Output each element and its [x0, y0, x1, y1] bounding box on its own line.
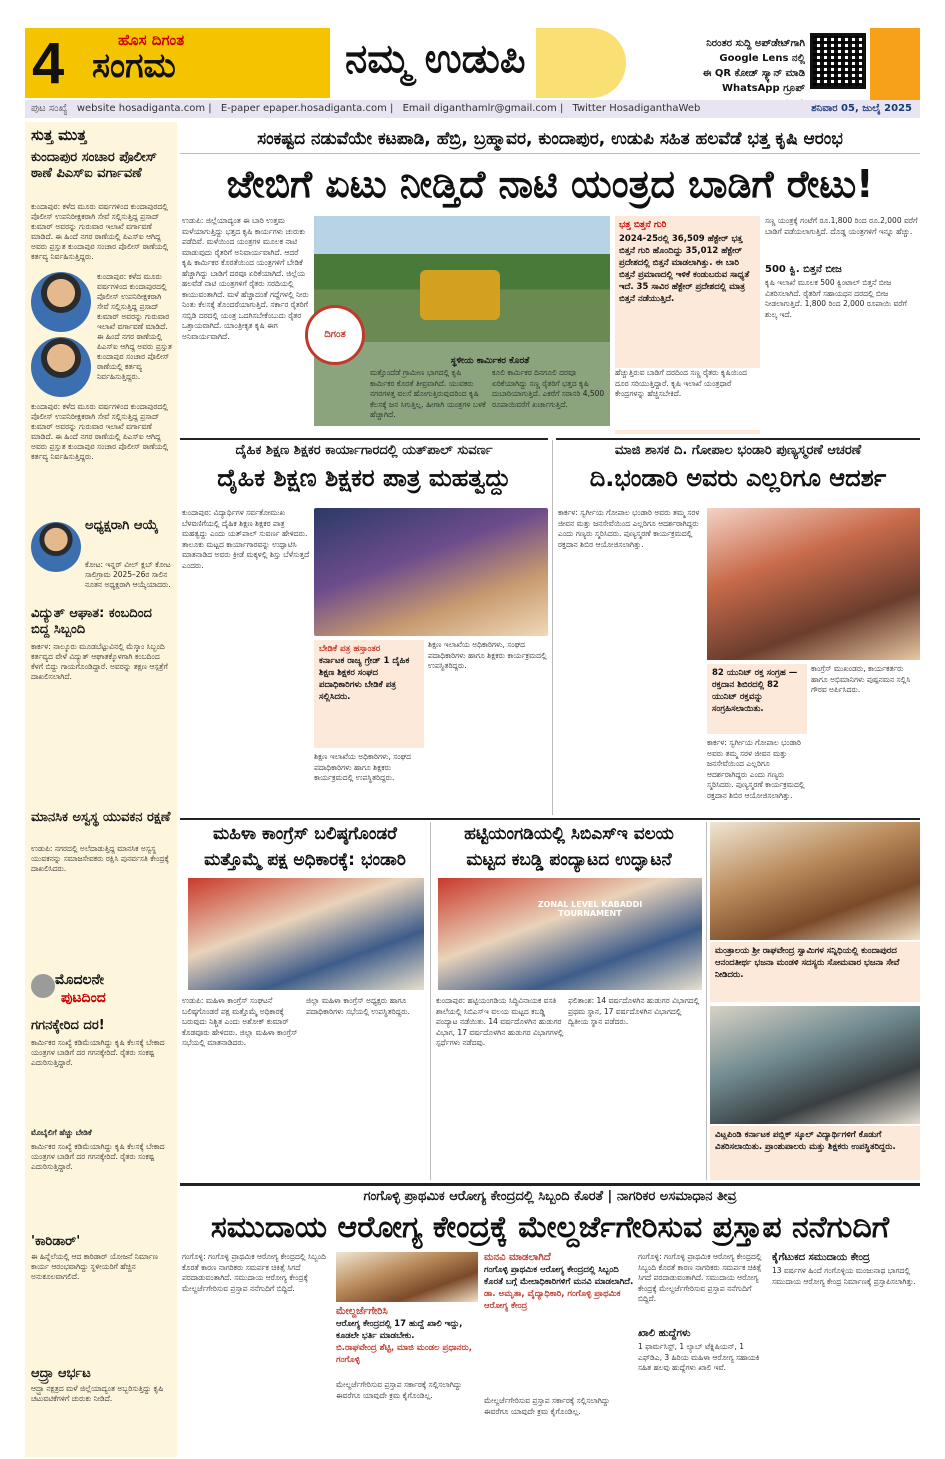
- upgrade-card: [336, 1306, 478, 1376]
- school-photo: [710, 1006, 920, 1124]
- story-a-headline[interactable]: ದೈಹಿಕ ಶಿಕ್ಷಣ ಶಿಕ್ಷಕರ ಪಾತ್ರ ಮಹತ್ವದ್ದು: [217, 464, 511, 492]
- lead-body-col2: ಮತ್ತೊಂದೆಡೆ ಗ್ರಾಮೀಣ ಭಾಗದಲ್ಲಿ ಕೃಷಿ ಕಾರ್ಮಿಕರ ಕೊರತೆ ತೀವ್ರವಾಗಿದೆ. ಯುವಕರು ನಗರಗಳತ್ತ ವಲಸೆ ಹೋಗುತ್ತಿರುವುದರಿಂದ ಕೃಷಿ ಕೆಲಸಕ್ಕೆ ಜನ ಸಿಗುತ್ತಿಲ್ಲ. ಹೀಗಾಗಿ ಯಂತ್ರಗಳ ಬಳಕೆ ಹೆಚ್ಚಾಗಿದೆ.: [370, 368, 486, 419]
- story-b-headline[interactable]: ದಿ.ಭಂಡಾರಿ ಅವರು ಎಲ್ಲರಿಗೂ ಆದರ್ಶ: [589, 464, 887, 492]
- demand-letter-body: ಕರ್ನಾಟಕ ರಾಜ್ಯ ಗ್ರೇಡ್ 1 ದೈಹಿಕ ಶಿಕ್ಷಣ ಶಿಕ್ಷಕರ ಸಂಘದ ಪದಾಧಿಕಾರಿಗಳು ಬೇಡಿಕೆ ಪತ್ರ ಸಲ್ಲಿಸಿದರು.: [319, 656, 410, 702]
- story4-headline[interactable]: ಮಾನಸಿಕ ಅಸ್ವಸ್ಥ ಯುವಕನ ರಕ್ಷಣೆ: [31, 810, 171, 825]
- story7-headline[interactable]: ಆದ್ರ್ರಾ ಆರ್ಭಟ: [31, 1366, 91, 1381]
- story-d-headline2[interactable]: ಮಟ್ಟದ ಕಬಡ್ಡಿ ಪಂದ್ಯಾಟದ ಉದ್ಘಾಟನೆ: [466, 850, 672, 870]
- officer-photo-1: [31, 272, 91, 332]
- pencil-icon: [31, 974, 55, 998]
- lead-subhead: ಸ್ಥಳೀಯ ಕಾರ್ಮಿಕರ ಕೊರತೆ: [450, 356, 530, 366]
- epaper-link[interactable]: E-paper epaper.hosadiganta.com: [220, 103, 387, 114]
- bhajan-photo: [710, 822, 920, 940]
- blood-donation-box: 82 ಯುನಿಟ್ ರಕ್ತ ಸಂಗ್ರಹ — ರಕ್ತದಾನ ಶಿಬಿರದಲ್ಲಿ 82 ಯುನಿಟ್ ರಕ್ತವನ್ನು ಸಂಗ್ರಹಿಸಲಾಯಿತು.: [707, 664, 807, 734]
- lead-body-col6: ಕೃಷಿ ಇಲಾಖೆ ಮೂಲಕ 500 ಕ್ವಿಂಟಾಲ್ ಬಿತ್ತನೆ ಬೀಜ ವಿತರಿಸಲಾಗಿದೆ. ರೈತರಿಗೆ ಸಹಾಯಧನ ದರದಲ್ಲಿ ಬೀಜ ನೀಡಲಾಗುತ್ತಿದೆ. 1,800 ರಿಂದ 2,000 ರೂಪಾಯಿ ವರೆಗೆ ಶುಲ್ಕ ಇದೆ.: [765, 278, 907, 319]
- story7-body: ಆದ್ರ್ರಾ ನಕ್ಷತ್ರದ ಮಳೆ ಜಿಲ್ಲೆಯಾದ್ಯಂತ ಅಬ್ಬರಿಸುತ್ತಿದ್ದು ಕೃಷಿ ಚಟುವಟಿಕೆಗಳಿಗೆ ಚುರುಕು ನೀಡಿದೆ.: [31, 1384, 164, 1403]
- lead-headline[interactable]: ಜೇಬಿಗೆ ಏಟು ನೀಡ್ತಿದೆ ನಾಟಿ ಯಂತ್ರದ ಬಾಡಿಗೆ ರೇಟು!: [226, 162, 874, 206]
- masthead: [0, 0, 945, 114]
- seed-subhead: 500 ಕ್ವಿ. ಬಿತ್ತನೆ ಬೀಜ: [765, 264, 842, 275]
- upgrade-card-name: ಬಿ.ರಾಘವೇಂದ್ರ ಶೆಟ್ಟಿ, ಮಾಜಿ ಮಂಡಲ ಪ್ರಧಾನರು, ಗಂಗೊಳ್ಳಿ: [336, 1343, 472, 1365]
- lead-kicker: ಸಂಕಷ್ಟದ ನಡುವೆಯೇ ಕಟಪಾಡಿ, ಹೆಬ್ರಿ, ಬ್ರಹ್ಮಾವರ, ಕುಂದಾಪುರ, ಉಡುಪಿ ಸಹಿತ ಹಲವೆಡೆ ಭತ್ತ ಕೃಷಿ ಆರಂಭ: [180, 124, 920, 154]
- demand-letter-box: [314, 640, 424, 748]
- story-d-body: ಕುಂದಾಪುರ: ಹಟ್ಟಿಯಂಗಡಿಯ ಸಿದ್ಧಿವಿನಾಯಕ ವಸತಿ ಶಾಲೆಯಲ್ಲಿ ಸಿಬಿಎಸ್‌ಇ ವಲಯ ಮಟ್ಟದ ಕಬಡ್ಡಿ ಪಂದ್ಯಾಟ ನಡೆಯಿತು. 14 ವರ್ಷದೊಳಗಿನ ಹುಡುಗರ ವಿಭಾಗ, 17 ವರ್ಷದೊಳಗಿನ ಹುಡುಗರ ವಿಭಾಗಗಳಲ್ಲಿ ಸ್ಪರ್ಧೆಗಳು ನಡೆದವು.: [436, 996, 564, 1047]
- story-c-headline2[interactable]: ಮತ್ತೊಮ್ಮೆ ಪಕ್ಷ ಅಧಿಕಾರಕ್ಕೆ: ಭಂಡಾರಿ: [204, 850, 406, 870]
- petition-card-body: ಗಂಗೊಳ್ಳಿ ಪ್ರಾಥಮಿಕ ಆರೋಗ್ಯ ಕೇಂದ್ರದಲ್ಲಿ ಸಿಬ್ಬಂದಿ ಕೊರತೆ ಬಗ್ಗೆ ಮೇಲಾಧಿಕಾರಿಗಳಿಗೆ ಮನವಿ ಮಾಡಲಾಗಿದೆ.: [484, 1265, 634, 1287]
- story6-body: ಈ ಹಿನ್ನೆಲೆಯಲ್ಲಿ ಆದ ಕಾರಿಡಾರ್ ಯೋಜನೆ ನಿರ್ಮಾಣ ಕಾರ್ಯ ಆರಂಭವಾಗಿದ್ದು ಸ್ಥಳೀಯರಿಗೆ ಹೆಚ್ಚಿನ ಅನುಕೂಲವಾಗಲಿದೆ.: [31, 1252, 158, 1281]
- health-centre-photo: [336, 1252, 478, 1302]
- petition-card-heading: ಮನವಿ ಮಾಡಲಾಗಿದೆ: [484, 1252, 551, 1263]
- masthead-orange-block: [870, 28, 920, 100]
- page-number: 4: [32, 31, 65, 96]
- vacancies-subhead: ಖಾಲಿ ಹುದ್ದೆಗಳು: [638, 1328, 691, 1339]
- page-label: ಪುಟ ಸಂಖ್ಯೆ: [31, 103, 68, 114]
- story-d-headline1[interactable]: ಹಟ್ಟಿಯಂಗಡಿಯಲ್ಲಿ ಸಿಬಿಎಸ್‌ಇ ವಲಯ: [464, 824, 674, 844]
- paddy-target-body: 2024-25ರಲ್ಲಿ 36,509 ಹೆಕ್ಟೇರ್ ಭತ್ತ ಬಿತ್ತನೆ ಗುರಿ ಹೊಂದಿದ್ದು 35,012 ಹೆಕ್ಟೇರ್ ಪ್ರದೇಶದಲ್ಲಿ ಬಿತ್ತನೆ ಮಾಡಲಾಗಿತ್ತು. ಈ ಬಾರಿ ಬಿತ್ತನೆ ಪ್ರಮಾಣದಲ್ಲಿ ಇಳಿಕೆ ಕಂಡುಬರುವ ಸಾಧ್ಯತೆ ಇದೆ. 35 ಸಾವಿರ ಹೆಕ್ಟೇರ್ ಪ್ರದೇಶದಲ್ಲಿ ಮಾತ್ರ ಬಿತ್ತನೆ ನಡೆಯುತ್ತಿದೆ.: [619, 234, 750, 304]
- seal-text: ದಿಗಂತ: [324, 329, 346, 340]
- tractor-shape: [420, 270, 500, 320]
- president-photo: [31, 522, 81, 572]
- story-a-body3: ಶಿಕ್ಷಣ ಇಲಾಖೆಯ ಅಧಿಕಾರಿಗಳು, ಸಂಘದ ಪದಾಧಿಕಾರಿಗಳು ಹಾಗೂ ಶಿಕ್ಷಕರು ಕಾರ್ಯಕ್ರಮದಲ್ಲಿ ಉಪಸ್ಥಿತರಿದ್ದರು.: [314, 752, 412, 782]
- story-a-strip: ದೈಹಿಕ ಶಿಕ್ಷಣ ಶಿಕ್ಷಕರ ಕಾರ್ಯಾಗಾರದಲ್ಲಿ ಯತ್‌ಪಾಲ್ ಸುವರ್ಣ: [180, 438, 548, 460]
- story4-body: ಉಡುಪಿ: ನಗರದಲ್ಲಿ ಅಲೆದಾಡುತ್ತಿದ್ದ ಮಾನಸಿಕ ಅಸ್ವಸ್ಥ ಯುವಕನನ್ನು ಸಮಾಜಸೇವಕರು ರಕ್ಷಿಸಿ ಪುನರ್ವಸತಿ ಕೇಂದ್ರಕ್ಕೆ ದಾಖಲಿಸಿದರು.: [31, 844, 169, 873]
- story1-body-cont: ಕುಂದಾಪುರ: ಕಳೆದ ಮೂರು ವರ್ಷಗಳಿಂದ ಕುಂದಾಪುರದಲ್ಲಿ ಪೊಲೀಸ್ ಉಪನಿರೀಕ್ಷಕರಾಗಿ ಸೇವೆ ಸಲ್ಲಿಸುತ್ತಿದ್ದ ಪ್ರಸಾದ್ ಕುಮಾರ್ ಅವರನ್ನು ಗುರುವಾರ ಇಲಾಖೆ ವರ್ಗಾವಣೆ ಮಾಡಿದೆ. ಈ ಹಿಂದೆ ನಗರ ಠಾಣೆಯಲ್ಲಿ ಪಿಎಸ್‌ಐ ಆಗಿದ್ದ ಅವರು ಪ್ರಸ್ತುತ ಕುಂದಾಪುರ ಸಂಚಾರ ಪೊಲೀಸ್ ಠಾಣೆಯಲ್ಲಿ ಕರ್ತವ್ಯ ನಿರ್ವಹಿಸುತ್ತಿದ್ದರು.: [97, 272, 172, 381]
- story6-headline[interactable]: 'ಕಾರಿಡಾರ್': [31, 1234, 81, 1249]
- story-b-photo: [707, 508, 920, 660]
- story-f-body3a: ಗಂಗೊಳ್ಳಿ: ಗಂಗೊಳ್ಳಿ ಪ್ರಾಥಮಿಕ ಆರೋಗ್ಯ ಕೇಂದ್ರದಲ್ಲಿ ಸಿಬ್ಬಂದಿ ಕೊರತೆ ಕಾರಣ ನಾಗರಿಕರು ಸಮರ್ಪಕ ಚಿಕಿತ್ಸೆ ಸಿಗದೆ ಪರದಾಡುವಂತಾಗಿದೆ. ಸಮುದಾಯ ಆರೋಗ್ಯ ಕೇಂದ್ರಕ್ಕೆ ಮೇಲ್ದರ್ಜೆಗೇರಿಸುವ ಪ್ರಸ್ತಾಪ ನನೆಗುದಿಗೆ ಬಿದ್ದಿದೆ.: [638, 1252, 762, 1303]
- story-f-body1: ಗಂಗೊಳ್ಳಿ: ಗಂಗೊಳ್ಳಿ ಪ್ರಾಥಮಿಕ ಆರೋಗ್ಯ ಕೇಂದ್ರದಲ್ಲಿ ಸಿಬ್ಬಂದಿ ಕೊರತೆ ಕಾರಣ ನಾಗರಿಕರು ಸಮರ್ಪಕ ಚಿಕಿತ್ಸೆ ಸಿಗದೆ ಪರದಾಡುವಂತಾಗಿದೆ. ಸಮುದಾಯ ಆರೋಗ್ಯ ಕೇಂದ್ರಕ್ಕೆ ಮೇಲ್ದರ್ಜೆಗೇರಿಸುವ ಪ್ರಸ್ತಾಪ ನನೆಗುದಿಗೆ ಬಿದ್ದಿದೆ.: [182, 1252, 326, 1293]
- school-caption: ವಿಟ್ಲಪಿಂಡಿ ಕರ್ನಾಟಕ ಪಬ್ಲಿಕ್ ಸ್ಕೂಲ್ ವಿದ್ಯಾರ್ಥಿಗಳಿಗೆ ಕೊಡುಗೆ ವಿತರಿಸಲಾಯಿತು. ಪ್ರಾಂಶುಪಾಲರು ಮತ್ತು ಶಿಕ್ಷಕರು ಉಪಸ್ಥಿತರಿದ್ದರು.: [710, 1126, 920, 1180]
- story5-subhead: ಮೊಬೈಲಿಗೆ ಹೆಚ್ಚು ಬೇಡಿಕೆ: [31, 1128, 92, 1137]
- story1-headline[interactable]: ಕುಂದಾಪುರ ಸಂಚಾರ ಪೊಲೀಸ್ ಠಾಣೆ ಪಿಎಸ್‌ಐ ವರ್ಗಾವಣೆ: [31, 150, 157, 181]
- info-bar: ಪುಟ ಸಂಖ್ಯೆ website hosadiganta.com | E-paper epaper.hosadiganta.com | Email diganthamlr@gmail.com | Twitter HosadiganthaWeb ಶನಿವಾರ 05, ಜುಲೈ 2025: [25, 100, 920, 118]
- story-d-photo: [438, 878, 702, 990]
- diganta-special-seal: [305, 305, 365, 365]
- story-f-body2b: ಮೇಲ್ದರ್ಜೆಗೇರಿಸುವ ಪ್ರಸ್ತಾಪ ಸರ್ಕಾರಕ್ಕೆ ಸಲ್ಲಿಸಲಾಗಿದ್ದು ಈವರೆಗೂ ಯಾವುದೇ ಕ್ರಮ ಕೈಗೊಂಡಿಲ್ಲ.: [484, 1396, 610, 1416]
- petition-card-name: ಡಾ. ಅಮೃತಾ, ವೈದ್ಯಾಧಿಕಾರಿ, ಗಂಗೊಳ್ಳಿ ಪ್ರಾಥಮಿಕ ಆರೋಗ್ಯ ಕೇಂದ್ರ: [484, 1289, 621, 1311]
- email-link[interactable]: Email diganthamlr@gmail.com: [402, 103, 557, 114]
- officer-photo-2: [31, 337, 91, 397]
- qr-line-4: WhatsApp ಗ್ರೂಪ್: [721, 83, 805, 94]
- story1-body: ಕುಂದಾಪುರ: ಕಳೆದ ಮೂರು ವರ್ಷಗಳಿಂದ ಕುಂದಾಪುರದಲ್ಲಿ ಪೊಲೀಸ್ ಉಪನಿರೀಕ್ಷಕರಾಗಿ ಸೇವೆ ಸಲ್ಲಿಸುತ್ತಿದ್ದ ಪ್ರಸಾದ್ ಕುಮಾರ್ ಅವರನ್ನು ಗುರುವಾರ ಇಲಾಖೆ ವರ್ಗಾವಣೆ ಮಾಡಿದೆ. ಈ ಹಿಂದೆ ನಗರ ಠಾಣೆಯಲ್ಲಿ ಪಿಎಸ್‌ಐ ಆಗಿದ್ದ ಅವರು ಪ್ರಸ್ತುತ ಕುಂದಾಪುರ ಸಂಚಾರ ಪೊಲೀಸ್ ಠಾಣೆಯಲ್ಲಿ ಕರ್ತವ್ಯ ನಿರ್ವಹಿಸುತ್ತಿದ್ದರು.: [31, 202, 169, 261]
- brand-small: ಹೊಸ ದಿಗಂತ: [118, 31, 185, 49]
- qr-line-1: ನಿರಂತರ ಸುದ್ದಿ ಅಪ್‌ಡೇಟ್‌ಗಾಗಿ: [706, 38, 805, 49]
- left-column: [25, 122, 177, 1457]
- story-f-body3: 1 ಫಾರ್ಮಸಿಸ್ಟ್, 1 ಲ್ಯಾಬ್ ಟೆಕ್ನಿಷಿಯನ್, 1 ಎಫ್‌ಡಿಎ, 3 ಹಿರಿಯ ಮಹಿಳಾ ಆರೋಗ್ಯ ಸಹಾಯಕಿ ಸಹಿತ ಹಲವು ಹುದ್ದೆಗಳು ಖಾಲಿ ಇವೆ.: [638, 1342, 760, 1372]
- lead-body-col5: ಸಣ್ಣ ಯಂತ್ರಕ್ಕೆ ಗಂಟೆಗೆ ರೂ.1,800 ರಿಂದ ರೂ.2,000 ವರೆಗೆ ಬಾಡಿಗೆ ಪಡೆಯಲಾಗುತ್ತಿದೆ. ದೊಡ್ಡ ಯಂತ್ರಗಳಿಗೆ ಇನ್ನೂ ಹೆಚ್ಚು.: [765, 216, 918, 236]
- story2-headline[interactable]: ಅಧ್ಯಕ್ಷರಾಗಿ ಆಯ್ಕೆ: [85, 518, 159, 533]
- brand-big: ಸಂಗಮ: [92, 46, 176, 86]
- qr-code-icon[interactable]: [810, 33, 866, 89]
- issue-date: ಶನಿವಾರ 05, ಜುಲೈ 2025: [811, 103, 912, 114]
- story-a-body1: ಕುಂದಾಪುರ: ವಿದ್ಯಾರ್ಥಿಗಳ ಸರ್ವತೋಮುಖ ಬೆಳವಣಿಗೆಯಲ್ಲಿ ದೈಹಿಕ ಶಿಕ್ಷಣ ಶಿಕ್ಷಕರ ಪಾತ್ರ ಮಹತ್ವದ್ದು ಎಂದು ಯತ್‌ಪಾಲ್ ಸುವರ್ಣ ಹೇಳಿದರು. ತಾಲೂಕು ಮಟ್ಟದ ಕಾರ್ಯಾಗಾರವನ್ನು ಉದ್ಘಾಟಿಸಿ ಮಾತನಾಡಿದ ಅವರು ಕ್ರೀಡೆ ಮಕ್ಕಳಲ್ಲಿ ಶಿಸ್ತು ಬೆಳೆಸುತ್ತದೆ ಎಂದರು.: [182, 508, 310, 570]
- story-c-headline1[interactable]: ಮಹಿಳಾ ಕಾಂಗ್ರೆಸ್ ಬಲಿಷ್ಠಗೊಂಡರೆ: [213, 824, 397, 844]
- story1-body-more: ಕುಂದಾಪುರ: ಕಳೆದ ಮೂರು ವರ್ಷಗಳಿಂದ ಕುಂದಾಪುರದಲ್ಲಿ ಪೊಲೀಸ್ ಉಪನಿರೀಕ್ಷಕರಾಗಿ ಸೇವೆ ಸಲ್ಲಿಸುತ್ತಿದ್ದ ಪ್ರಸಾದ್ ಕುಮಾರ್ ಅವರನ್ನು ಗುರುವಾರ ಇಲಾಖೆ ವರ್ಗಾವಣೆ ಮಾಡಿದೆ. ಈ ಹಿಂದೆ ನಗರ ಠಾಣೆಯಲ್ಲಿ ಪಿಎಸ್‌ಐ ಆಗಿದ್ದ ಅವರು ಪ್ರಸ್ತುತ ಕುಂದಾಪುರ ಸಂಚಾರ ಪೊಲೀಸ್ ಠಾಣೆಯಲ್ಲಿ ಕರ್ತವ್ಯ ನಿರ್ವಹಿಸುತ್ತಿದ್ದರು.: [31, 402, 169, 461]
- story-b-body2: ಕಾಂಗ್ರೆಸ್ ಮುಖಂಡರು, ಕಾರ್ಯಕರ್ತರು ಹಾಗೂ ಅಭಿಮಾನಿಗಳು ಪುಷ್ಪನಮನ ಸಲ್ಲಿಸಿ ಗೌರವ ಅರ್ಪಿಸಿದರು.: [811, 664, 911, 694]
- story5-body: ಕಾರ್ಮಿಕರ ಸಂಖ್ಯೆ ಕಡಿಮೆಯಾಗಿದ್ದು ಕೃಷಿ ಕೆಲಸಕ್ಕೆ ಬೇಕಾದ ಯಂತ್ರಗಳ ಬಾಡಿಗೆ ದರ ಗಗನಕ್ಕೇರಿದೆ. ರೈತರು ಸಂಕಷ್ಟ ಎದುರಿಸುತ್ತಿದ್ದಾರೆ.: [31, 1038, 165, 1067]
- upgrade-card-heading: ಮೇಲ್ದರ್ಜೆಗೇರಿಸಿ: [336, 1306, 388, 1317]
- story-b-strip: ಮಾಜಿ ಶಾಸಕ ದಿ. ಗೋಪಾಲ ಭಂಡಾರಿ ಪುಣ್ಯಸ್ಮರಣೆ ಆಚರಣೆ: [556, 438, 920, 460]
- story-c-body2: ಜಿಲ್ಲಾ ಮಹಿಳಾ ಕಾಂಗ್ರೆಸ್ ಅಧ್ಯಕ್ಷರು ಹಾಗೂ ಪದಾಧಿಕಾರಿಗಳು ಸಭೆಯಲ್ಲಿ ಉಪಸ್ಥಿತರಿದ್ದರು.: [306, 996, 410, 1016]
- section-rule: [180, 818, 920, 820]
- story2-body: ಕೋಟ: ಇನ್ನರ್ ವೀಲ್ ಕ್ಲಬ್ ಕೋಟ ಸಾಲಿಗ್ರಾಮ 2025–26ರ ಸಾಲಿನ ನೂತನ ಅಧ್ಯಕ್ಷರಾಗಿ ಆಯ್ಕೆಯಾದರು.: [85, 560, 171, 589]
- qr-line-2: Google Lens ನಲ್ಲಿ: [719, 53, 805, 64]
- lead-body-col1: ಉಡುಪಿ: ಜಿಲ್ಲೆಯಾದ್ಯಂತ ಈ ಬಾರಿ ಉತ್ತಮ ಮಳೆಯಾಗುತ್ತಿದ್ದು ಭತ್ತದ ಕೃಷಿ ಕಾರ್ಯಗಳು ಚುರುಕು ಪಡೆದಿವೆ. ಮಳೆಯಿಂದ ಯಂತ್ರಗಳ ಮೂಲಕ ನಾಟಿ ಮಾಡುವುದು ರೈತರಿಗೆ ಅನಿವಾರ್ಯವಾಗಿದೆ. ಆದರೆ ಕೃಷಿ ಕಾರ್ಮಿಕರ ಕೊರತೆಯಿಂದ ಯಂತ್ರಗಳಿಗೆ ಬೇಡಿಕೆ ಹೆಚ್ಚಾಗಿದ್ದು ಬಾಡಿಗೆ ದರವೂ ಏರಿಕೆಯಾಗಿದೆ. ಜಿಲ್ಲೆಯ ಹಲವೆಡೆ ನಾಟಿ ಯಂತ್ರಗಳಿಗೆ ರೈತರು ಸರದಿಯಲ್ಲಿ ಕಾಯುವಂತಾಗಿದೆ. ಮಳೆ ಹೆಚ್ಚಾದಂತೆ ಗದ್ದೆಗಳಲ್ಲಿ ನೀರು ನಿಂತು ಕೆಲಸಕ್ಕೆ ತೊಂದರೆಯಾಗುತ್ತಿದೆ. ಸರ್ಕಾರ ರೈತರಿಗೆ ಸಬ್ಸಿಡಿ ದರದಲ್ಲಿ ಯಂತ್ರ ಒದಗಿಸಬೇಕೆಂಬುದು ರೈತರ ಒತ್ತಾಯವಾಗಿದೆ. ಯಾಂತ್ರೀಕೃತ ಕೃಷಿ ಈಗ ಅನಿವಾರ್ಯವಾಗಿದೆ.: [182, 216, 309, 341]
- paddy-target-heading: ಭತ್ತ ಬಿತ್ತನೆ ಗುರಿ: [619, 220, 667, 230]
- front-page-badge-line1: ಮೊದಲನೇ: [55, 972, 104, 988]
- story-c-photo: [188, 878, 424, 990]
- lead-body-col4: ಹೆಚ್ಚುತ್ತಿರುವ ಬಾಡಿಗೆ ದರದಿಂದ ಸಣ್ಣ ರೈತರು ಕೃಷಿಯಿಂದ ದೂರ ಸರಿಯುತ್ತಿದ್ದಾರೆ. ಕೃಷಿ ಇಲಾಖೆ ಯಂತ್ರಧಾರೆ ಕೇಂದ್ರಗಳನ್ನು ಹೆಚ್ಚಿಸಬೇಕಿದೆ.: [615, 368, 760, 430]
- story-c-body: ಉಡುಪಿ: ಮಹಿಳಾ ಕಾಂಗ್ರೆಸ್ ಸಂಘಟನೆ ಬಲಿಷ್ಠಗೊಂಡರೆ ಪಕ್ಷ ಮತ್ತೊಮ್ಮೆ ಅಧಿಕಾರಕ್ಕೆ ಬರುವುದು ನಿಶ್ಚಿತ ಎಂದು ಅಶೋಕ್ ಕುಮಾರ್ ಕೊಡವೂರು ಹೇಳಿದರು. ಜಿಲ್ಲಾ ಮಹಿಳಾ ಕಾಂಗ್ರೆಸ್ ಸಭೆಯಲ್ಲಿ ಮಾತನಾಡಿದರು.: [182, 996, 298, 1047]
- qr-line-3: ಈ QR ಕೋಡ್ ಸ್ಕ್ಯಾನ್ ಮಾಡಿ: [702, 68, 805, 79]
- story-f-strip: ಗಂಗೊಳ್ಳಿ ಪ್ರಾಥಮಿಕ ಆರೋಗ್ಯ ಕೇಂದ್ರದಲ್ಲಿ ಸಿಬ್ಬಂದಿ ಕೊರತೆ | ನಾಗರಿಕರ ಅಸಮಾಧಾನ ತೀವ್ರ: [180, 1183, 920, 1205]
- column-divider-3: [706, 822, 707, 1180]
- edition-title: ನಮ್ಮ ಉಡುಪಿ: [345, 36, 526, 82]
- story5-body-cont: ಕಾರ್ಮಿಕರ ಸಂಖ್ಯೆ ಕಡಿಮೆಯಾಗಿದ್ದು ಕೃಷಿ ಕೆಲಸಕ್ಕೆ ಬೇಕಾದ ಯಂತ್ರಗಳ ಬಾಡಿಗೆ ದರ ಗಗನಕ್ಕೇರಿದೆ. ರೈತರು ಸಂಕಷ್ಟ ಎದುರಿಸುತ್ತಿದ್ದಾರೆ.: [31, 1142, 165, 1171]
- petition-card: [484, 1252, 634, 1392]
- demand-letter-heading: ಬೇಡಿಕೆ ಪತ್ರ ಹಸ್ತಾಂತರ: [319, 644, 381, 654]
- story3-body: ಕಾರ್ಕಳ: ನಾಲ್ಕೂರು ಮೂಡಬೆಟ್ಟುವಿನಲ್ಲಿ ಮೆಸ್ಕಾಂ ಸಿಬ್ಬಂದಿ ಕರ್ತವ್ಯದ ವೇಳೆ ವಿದ್ಯುತ್ ಆಘಾತಕ್ಕೊಳಗಾಗಿ ಕಂಬದಿಂದ ಕೆಳಗೆ ಬಿದ್ದು ಗಾಯಗೊಂಡಿದ್ದಾರೆ. ಅವರನ್ನು ತಕ್ಷಣ ಆಸ್ಪತ್ರೆಗೆ ದಾಖಲಿಸಲಾಗಿದೆ.: [31, 642, 168, 681]
- story-a-body2: ಶಿಕ್ಷಣ ಇಲಾಖೆಯ ಅಧಿಕಾರಿಗಳು, ಸಂಘದ ಪದಾಧಿಕಾರಿಗಳು ಹಾಗೂ ಶಿಕ್ಷಕರು ಕಾರ್ಯಕ್ರಮದಲ್ಲಿ ಉಪಸ್ಥಿತರಿದ್ದರು.: [428, 640, 547, 670]
- story5-headline[interactable]: ಗಗನಕ್ಕೇರಿದ ದರ!: [31, 1018, 105, 1033]
- upgrade-card-body: ಆರೋಗ್ಯ ಕೇಂದ್ರದಲ್ಲಿ 17 ಹುದ್ದೆ ಖಾಲಿ ಇದ್ದು, ಕೂಡಲೇ ಭರ್ತಿ ಮಾಡಬೇಕು.: [336, 1319, 463, 1341]
- lead-body-col3: ಕೂಲಿ ಕಾರ್ಮಿಕರ ದಿನಗೂಲಿ ದರವೂ ಏರಿಕೆಯಾಗಿದ್ದು ಸಣ್ಣ ರೈತರಿಗೆ ಭತ್ತದ ಕೃಷಿ ದುಬಾರಿಯಾಗುತ್ತಿದೆ. ಎಕರೆಗೆ ಸರಾಸರಿ 4,500 ರೂಪಾಯಿವರೆಗೆ ಖರ್ಚಾಗುತ್ತಿದೆ.: [492, 368, 605, 409]
- story-f-body4: 13 ವರ್ಷಗಳ ಹಿಂದೆ ಗಂಗೊಳ್ಳಿಯ ಮಂಜುನಾಥ ಭಾಗದಲ್ಲಿ ಸಮುದಾಯ ಆರೋಗ್ಯ ಕೇಂದ್ರ ನಿರ್ಮಾಣಕ್ಕೆ ಪ್ರಸ್ತಾಪಿಸಲಾಗಿತ್ತು.: [772, 1266, 916, 1286]
- front-page-badge-line2: ಪುಟದಿಂದ: [61, 990, 106, 1006]
- story3-headline[interactable]: ವಿದ್ಯುತ್ ಆಘಾತ: ಕಂಬದಿಂದ ಬಿದ್ದ ಸಿಬ್ಬಂದಿ: [31, 606, 152, 637]
- left-section-title: ಸುತ್ತ ಮುತ್ತ: [31, 126, 87, 144]
- community-centre-subhead: ಕೈಗೆಟುಕದ ಸಮುದಾಯ ಕೇಂದ್ರ: [772, 1252, 870, 1263]
- kabaddi-banner: ZONAL LEVEL KABADDI TOURNAMENT: [537, 900, 643, 918]
- twitter-link[interactable]: Twitter HosadiganthaWeb: [572, 103, 701, 114]
- column-divider-2: [430, 822, 431, 1180]
- story-a-photo: [314, 508, 548, 636]
- bhajan-caption: ಮಂತ್ರಾಲಯ ಶ್ರೀ ರಾಘವೇಂದ್ರ ಸ್ವಾಮಿಗಳ ಸನ್ನಿಧಿಯಲ್ಲಿ ಕುಂದಾಪುರದ ಆನಂದತೀರ್ಥ ಭಜನಾ ಮಂಡಳಿ ಸದಸ್ಯರು ಸೋಮವಾರ ಭಜನಾ ಸೇವೆ ನೀಡಿದರು.: [710, 942, 920, 1002]
- website-link[interactable]: website hosadiganta.com: [76, 103, 206, 114]
- story-b-body3: ಕಾರ್ಕಳ: ಸ್ವರ್ಗೀಯ ಗೋಪಾಲ ಭಂಡಾರಿ ಅವರು ತಮ್ಮ ಸರಳ ಜೀವನ ಮತ್ತು ಜನಸೇವೆಯಿಂದ ಎಲ್ಲರಿಗೂ ಆದರ್ಶರಾಗಿದ್ದರು ಎಂದು ಗಣ್ಯರು ಸ್ಮರಿಸಿದರು. ಪುಣ್ಯಸ್ಮರಣೆ ಕಾರ್ಯಕ್ರಮದಲ್ಲಿ ರಕ್ತದಾನ ಶಿಬಿರ ಆಯೋಜಿಸಲಾಗಿತ್ತು.: [707, 738, 805, 800]
- story-f-headline[interactable]: ಸಮುದಾಯ ಆರೋಗ್ಯ ಕೇಂದ್ರಕ್ಕೆ ಮೇಲ್ದರ್ಜೆಗೇರಿಸುವ ಪ್ರಸ್ತಾಪ ನನೆಗುದಿಗೆ: [210, 1210, 890, 1245]
- column-divider: [552, 440, 553, 815]
- story-d-body2: ಫಲಿತಾಂಶ: 14 ವರ್ಷದೊಳಗಿನ ಹುಡುಗರ ವಿಭಾಗದಲ್ಲಿ ಪ್ರಥಮ ಸ್ಥಾನ, 17 ವರ್ಷದೊಳಗಿನ ವಿಭಾಗದಲ್ಲಿ ದ್ವಿತೀಯ ಸ್ಥಾನ ಪಡೆದರು.: [568, 996, 700, 1026]
- story-b-body1: ಕಾರ್ಕಳ: ಸ್ವರ್ಗೀಯ ಗೋಪಾಲ ಭಂಡಾರಿ ಅವರು ತಮ್ಮ ಸರಳ ಜೀವನ ಮತ್ತು ಜನಸೇವೆಯಿಂದ ಎಲ್ಲರಿಗೂ ಆದರ್ಶರಾಗಿದ್ದರು ಎಂದು ಗಣ್ಯರು ಸ್ಮರಿಸಿದರು. ಪುಣ್ಯಸ್ಮರಣೆ ಕಾರ್ಯಕ್ರಮದಲ್ಲಿ ರಕ್ತದಾನ ಶಿಬಿರ ಆಯೋಜಿಸಲಾಗಿತ್ತು.: [558, 508, 700, 549]
- story-f-body2: ಮೇಲ್ದರ್ಜೆಗೇರಿಸುವ ಪ್ರಸ್ತಾಪ ಸರ್ಕಾರಕ್ಕೆ ಸಲ್ಲಿಸಲಾಗಿದ್ದು ಈವರೆಗೂ ಯಾವುದೇ ಕ್ರಮ ಕೈಗೊಂಡಿಲ್ಲ.: [336, 1380, 462, 1400]
- masthead-decoration: [536, 28, 626, 98]
